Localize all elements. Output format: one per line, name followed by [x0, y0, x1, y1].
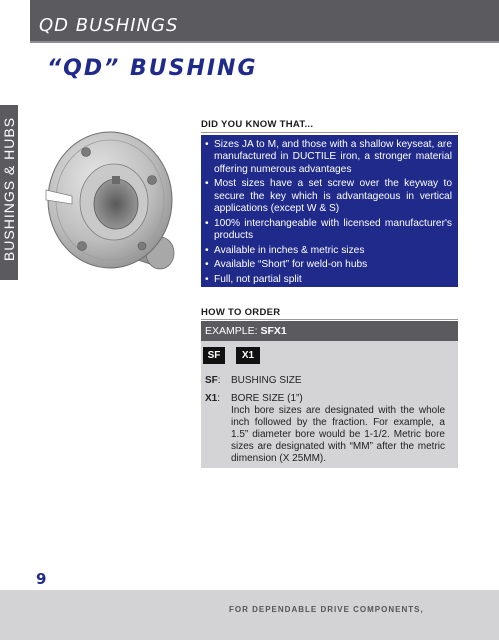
- code-chip-bore: X1: [236, 347, 260, 364]
- bushing-product-image: [42, 118, 187, 280]
- order-desc-bore: BORE SIZE (1”): [231, 393, 303, 404]
- feature-item: • Available “Short” for weld-on hubs: [205, 259, 452, 271]
- header-divider: [30, 41, 499, 43]
- section-title: QD BUSHINGS: [39, 15, 179, 36]
- did-you-know-divider: [201, 132, 458, 133]
- how-to-order-heading: HOW TO ORDER: [201, 307, 281, 318]
- order-key: SF: [205, 375, 218, 386]
- bore-size-note: Inch bore sizes are designated with the whole inch followed by the fraction. For example, a 1.5” diameter bore would be 1-1/2. Metric bore sizes are designated with “MM” after the metric dimension (X 25MM).: [231, 405, 445, 464]
- example-code: SFX1: [260, 325, 287, 337]
- order-separator: :: [217, 393, 221, 404]
- order-row-bore: [205, 393, 220, 405]
- feature-item: • Available in inches & metric sizes: [205, 245, 452, 257]
- page-title: “QD” BUSHING: [47, 56, 258, 81]
- feature-list: [205, 139, 452, 286]
- code-chip-size: SF: [203, 347, 225, 364]
- feature-item: • Most sizes have a set screw over the keyway to secure the key which is advantageous in vertical applications (except W & S): [205, 178, 452, 215]
- feature-item: • 100% interchangeable with licensed manufacturer's products: [205, 218, 452, 243]
- how-to-order-divider: [201, 319, 458, 320]
- order-separator: :: [217, 375, 221, 386]
- did-you-know-heading: DID YOU KNOW THAT...: [201, 119, 314, 130]
- feature-item: • Sizes JA to M, and those with a shallow keyseat, are manufactured in DUCTILE iron, a stronger material offering numerous advantages: [205, 139, 452, 176]
- order-key: X1: [205, 393, 218, 404]
- order-desc-size: BUSHING SIZE: [231, 375, 302, 386]
- footer-tagline: FOR DEPENDABLE DRIVE COMPONENTS,: [229, 605, 424, 614]
- example-bar: [201, 321, 458, 341]
- page-number: 9: [36, 570, 47, 588]
- footer-band: [0, 590, 499, 640]
- feature-item: • Full, not partial split: [205, 274, 452, 286]
- did-you-know-panel: [201, 135, 458, 287]
- example-label: EXAMPLE:: [205, 325, 258, 337]
- side-tab-label: BUSHINGS & HUBS: [1, 116, 17, 262]
- order-row-size: [205, 375, 221, 387]
